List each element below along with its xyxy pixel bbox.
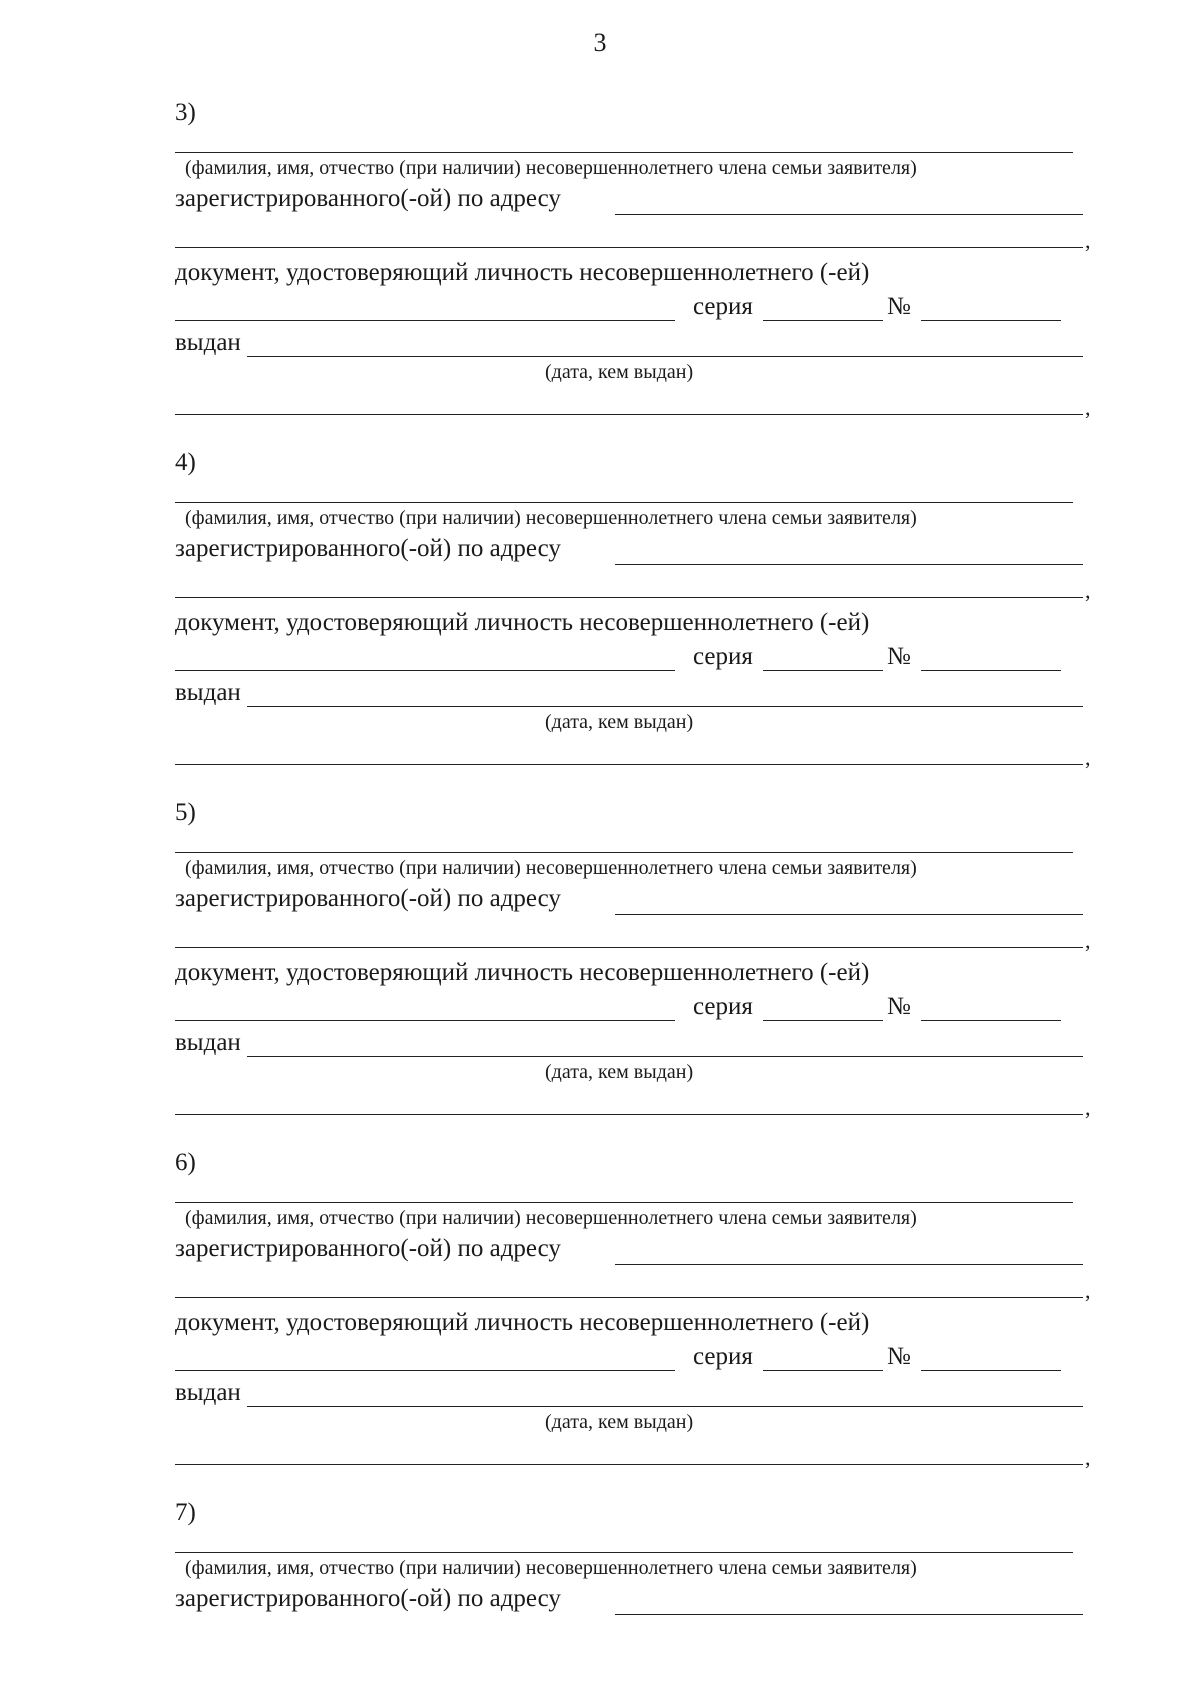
comma: ,	[1085, 395, 1091, 420]
section-number: 6)	[175, 1149, 196, 1176]
document-input-line[interactable]	[175, 1370, 675, 1371]
name-caption: (фамилия, имя, отчество (при наличии) несовершеннолетнего члена семьи заявителя)	[185, 157, 917, 179]
comma: ,	[1085, 228, 1091, 253]
registered-label: зарегистрированного(-ой) по адресу	[175, 885, 561, 912]
series-input-line[interactable]	[763, 670, 883, 671]
family-member-section-3	[175, 100, 1095, 430]
series-input-line[interactable]	[763, 320, 883, 321]
address-input-line-2[interactable]	[175, 247, 1083, 248]
document-label: документ, удостоверяющий личность несовершеннолетнего (-ей)	[175, 609, 870, 636]
issued-label: выдан	[175, 329, 241, 356]
issued-caption: (дата, кем выдан)	[545, 1061, 694, 1083]
number-input-line[interactable]	[921, 320, 1061, 321]
series-label: серия	[693, 993, 753, 1020]
family-member-section-4	[175, 450, 1095, 780]
family-member-section-6	[175, 1150, 1095, 1480]
family-member-section-7	[175, 1500, 1095, 1650]
name-input-line[interactable]	[175, 1202, 1073, 1203]
issued-input-line[interactable]	[247, 356, 1083, 357]
issued-input-line[interactable]	[247, 1056, 1083, 1057]
number-input-line[interactable]	[921, 1370, 1061, 1371]
issued-input-line[interactable]	[247, 1406, 1083, 1407]
comma: ,	[1085, 745, 1091, 770]
name-caption: (фамилия, имя, отчество (при наличии) несовершеннолетнего члена семьи заявителя)	[185, 857, 917, 879]
family-member-section-5	[175, 800, 1095, 1130]
issued-label: выдан	[175, 1379, 241, 1406]
address-input-line-2[interactable]	[175, 597, 1083, 598]
comma: ,	[1085, 928, 1091, 953]
issued-input-line-2[interactable]	[175, 1114, 1083, 1115]
address-input-line[interactable]	[615, 1264, 1083, 1265]
series-label: серия	[693, 643, 753, 670]
series-label: серия	[693, 1343, 753, 1370]
name-caption: (фамилия, имя, отчество (при наличии) несовершеннолетнего члена семьи заявителя)	[185, 1207, 917, 1229]
series-input-line[interactable]	[763, 1020, 883, 1021]
section-number: 4)	[175, 449, 196, 476]
number-label: №	[887, 293, 911, 320]
address-input-line[interactable]	[615, 1614, 1083, 1615]
issued-input-line-2[interactable]	[175, 764, 1083, 765]
registered-label: зарегистрированного(-ой) по адресу	[175, 1585, 561, 1612]
address-input-line[interactable]	[615, 214, 1083, 215]
address-input-line-2[interactable]	[175, 947, 1083, 948]
name-input-line[interactable]	[175, 1552, 1073, 1553]
issued-input-line-2[interactable]	[175, 414, 1083, 415]
address-input-line[interactable]	[615, 564, 1083, 565]
document-input-line[interactable]	[175, 670, 675, 671]
name-caption: (фамилия, имя, отчество (при наличии) несовершеннолетнего члена семьи заявителя)	[185, 507, 917, 529]
issued-label: выдан	[175, 679, 241, 706]
series-input-line[interactable]	[763, 1370, 883, 1371]
document-label: документ, удостоверяющий личность несовершеннолетнего (-ей)	[175, 259, 870, 286]
comma: ,	[1085, 1278, 1091, 1303]
document-label: документ, удостоверяющий личность несовершеннолетнего (-ей)	[175, 959, 870, 986]
number-label: №	[887, 993, 911, 1020]
document-label: документ, удостоверяющий личность несовершеннолетнего (-ей)	[175, 1309, 870, 1336]
comma: ,	[1085, 1095, 1091, 1120]
name-input-line[interactable]	[175, 852, 1073, 853]
issued-input-line[interactable]	[247, 706, 1083, 707]
number-input-line[interactable]	[921, 670, 1061, 671]
comma: ,	[1085, 1445, 1091, 1470]
issued-input-line-2[interactable]	[175, 1464, 1083, 1465]
registered-label: зарегистрированного(-ой) по адресу	[175, 185, 561, 212]
address-input-line-2[interactable]	[175, 1297, 1083, 1298]
number-input-line[interactable]	[921, 1020, 1061, 1021]
address-input-line[interactable]	[615, 914, 1083, 915]
comma: ,	[1085, 578, 1091, 603]
name-input-line[interactable]	[175, 502, 1073, 503]
issued-label: выдан	[175, 1029, 241, 1056]
name-input-line[interactable]	[175, 152, 1073, 153]
issued-caption: (дата, кем выдан)	[545, 1411, 694, 1433]
registered-label: зарегистрированного(-ой) по адресу	[175, 535, 561, 562]
section-number: 5)	[175, 799, 196, 826]
issued-caption: (дата, кем выдан)	[545, 711, 694, 733]
section-number: 3)	[175, 99, 196, 126]
section-number: 7)	[175, 1499, 196, 1526]
registered-label: зарегистрированного(-ой) по адресу	[175, 1235, 561, 1262]
page-number: 3	[593, 28, 607, 57]
number-label: №	[887, 1343, 911, 1370]
document-input-line[interactable]	[175, 320, 675, 321]
number-label: №	[887, 643, 911, 670]
document-input-line[interactable]	[175, 1020, 675, 1021]
name-caption: (фамилия, имя, отчество (при наличии) несовершеннолетнего члена семьи заявителя)	[185, 1557, 917, 1579]
series-label: серия	[693, 293, 753, 320]
issued-caption: (дата, кем выдан)	[545, 361, 694, 383]
